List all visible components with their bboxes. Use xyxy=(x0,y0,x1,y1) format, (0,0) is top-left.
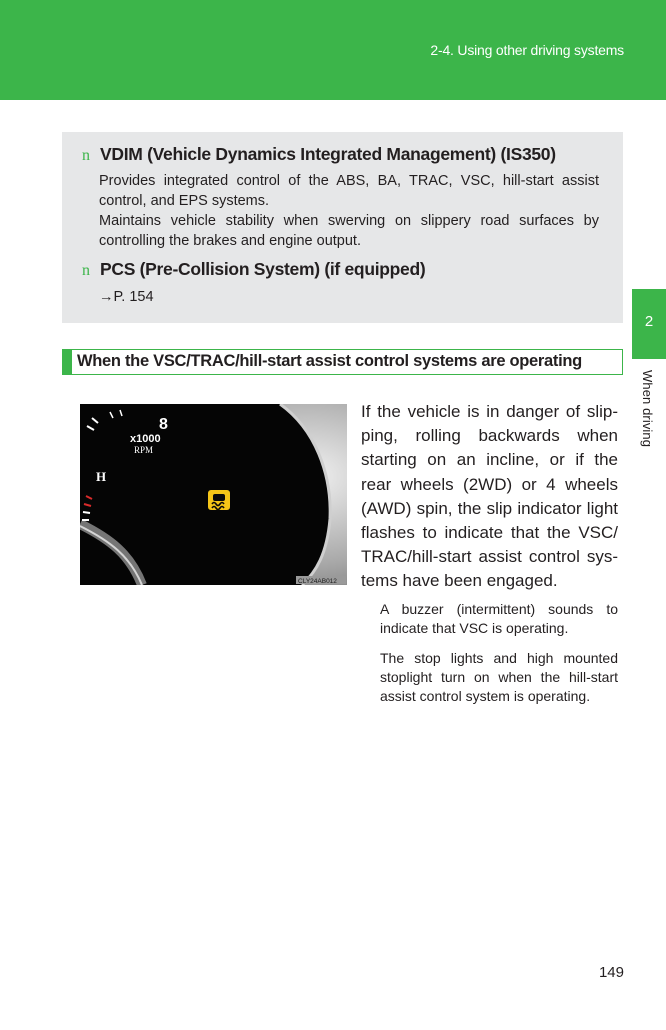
note-stop-lights: The stop lights and high mounted stoplight turn on when the hill-start assist control system is operating. xyxy=(380,650,618,704)
meter-illustration xyxy=(80,404,347,585)
vdim-title: VDIM (Vehicle Dynamics Integrated Management) (IS350) xyxy=(100,144,556,164)
main-paragraph: If the vehicle is in danger of slip-ping, rolling backwards when starting on an incline, or if the rear wheels (2WD) or 4 wheels (AWD) spin, the slip indicator light flashes to indicate that the VSC/ TRAC/hill-start assist control sys-tems have been engaged. xyxy=(361,402,618,591)
bullet-icon: n xyxy=(82,262,90,279)
pcs-page-reference: →P. 154 xyxy=(99,289,154,305)
vdim-heading xyxy=(82,144,556,165)
section-heading-bar xyxy=(62,349,623,375)
temp-marker: H xyxy=(96,469,107,484)
bullet-icon: n xyxy=(82,147,90,164)
slip-indicator-icon xyxy=(208,490,230,510)
chapter-number: 2 xyxy=(644,313,654,330)
section-accent xyxy=(63,350,72,374)
pcs-title: PCS (Pre-Collision System) (if equipped) xyxy=(100,259,426,279)
gauge-unit: x1000 xyxy=(130,433,161,445)
pcs-heading xyxy=(82,259,425,280)
vdim-paragraph-1: Provides integrated control of the ABS, BA, TRAC, VSC, hill-start assist control, and EPS systems. xyxy=(99,173,599,209)
chapter-label: When driving xyxy=(640,370,655,448)
gauge-rpm-label: RPM xyxy=(134,445,154,455)
note-buzzer: A buzzer (intermittent) sounds to indicate that VSC is operating. xyxy=(380,601,618,636)
figure-code: CLY24AB012 xyxy=(298,578,337,585)
gauge-numeral: 8 xyxy=(159,416,168,433)
page-header xyxy=(0,0,666,100)
page-number: 149 xyxy=(598,964,624,981)
vdim-paragraph-2: Maintains vehicle stability when swerving on slippery road surfaces by controlling the brakes and engine output. xyxy=(99,213,599,249)
section-title: When the VSC/TRAC/hill-start assist control systems are operating xyxy=(77,352,582,370)
header-title: 2-4. Using other driving systems xyxy=(430,42,624,58)
chapter-tab xyxy=(632,289,666,359)
